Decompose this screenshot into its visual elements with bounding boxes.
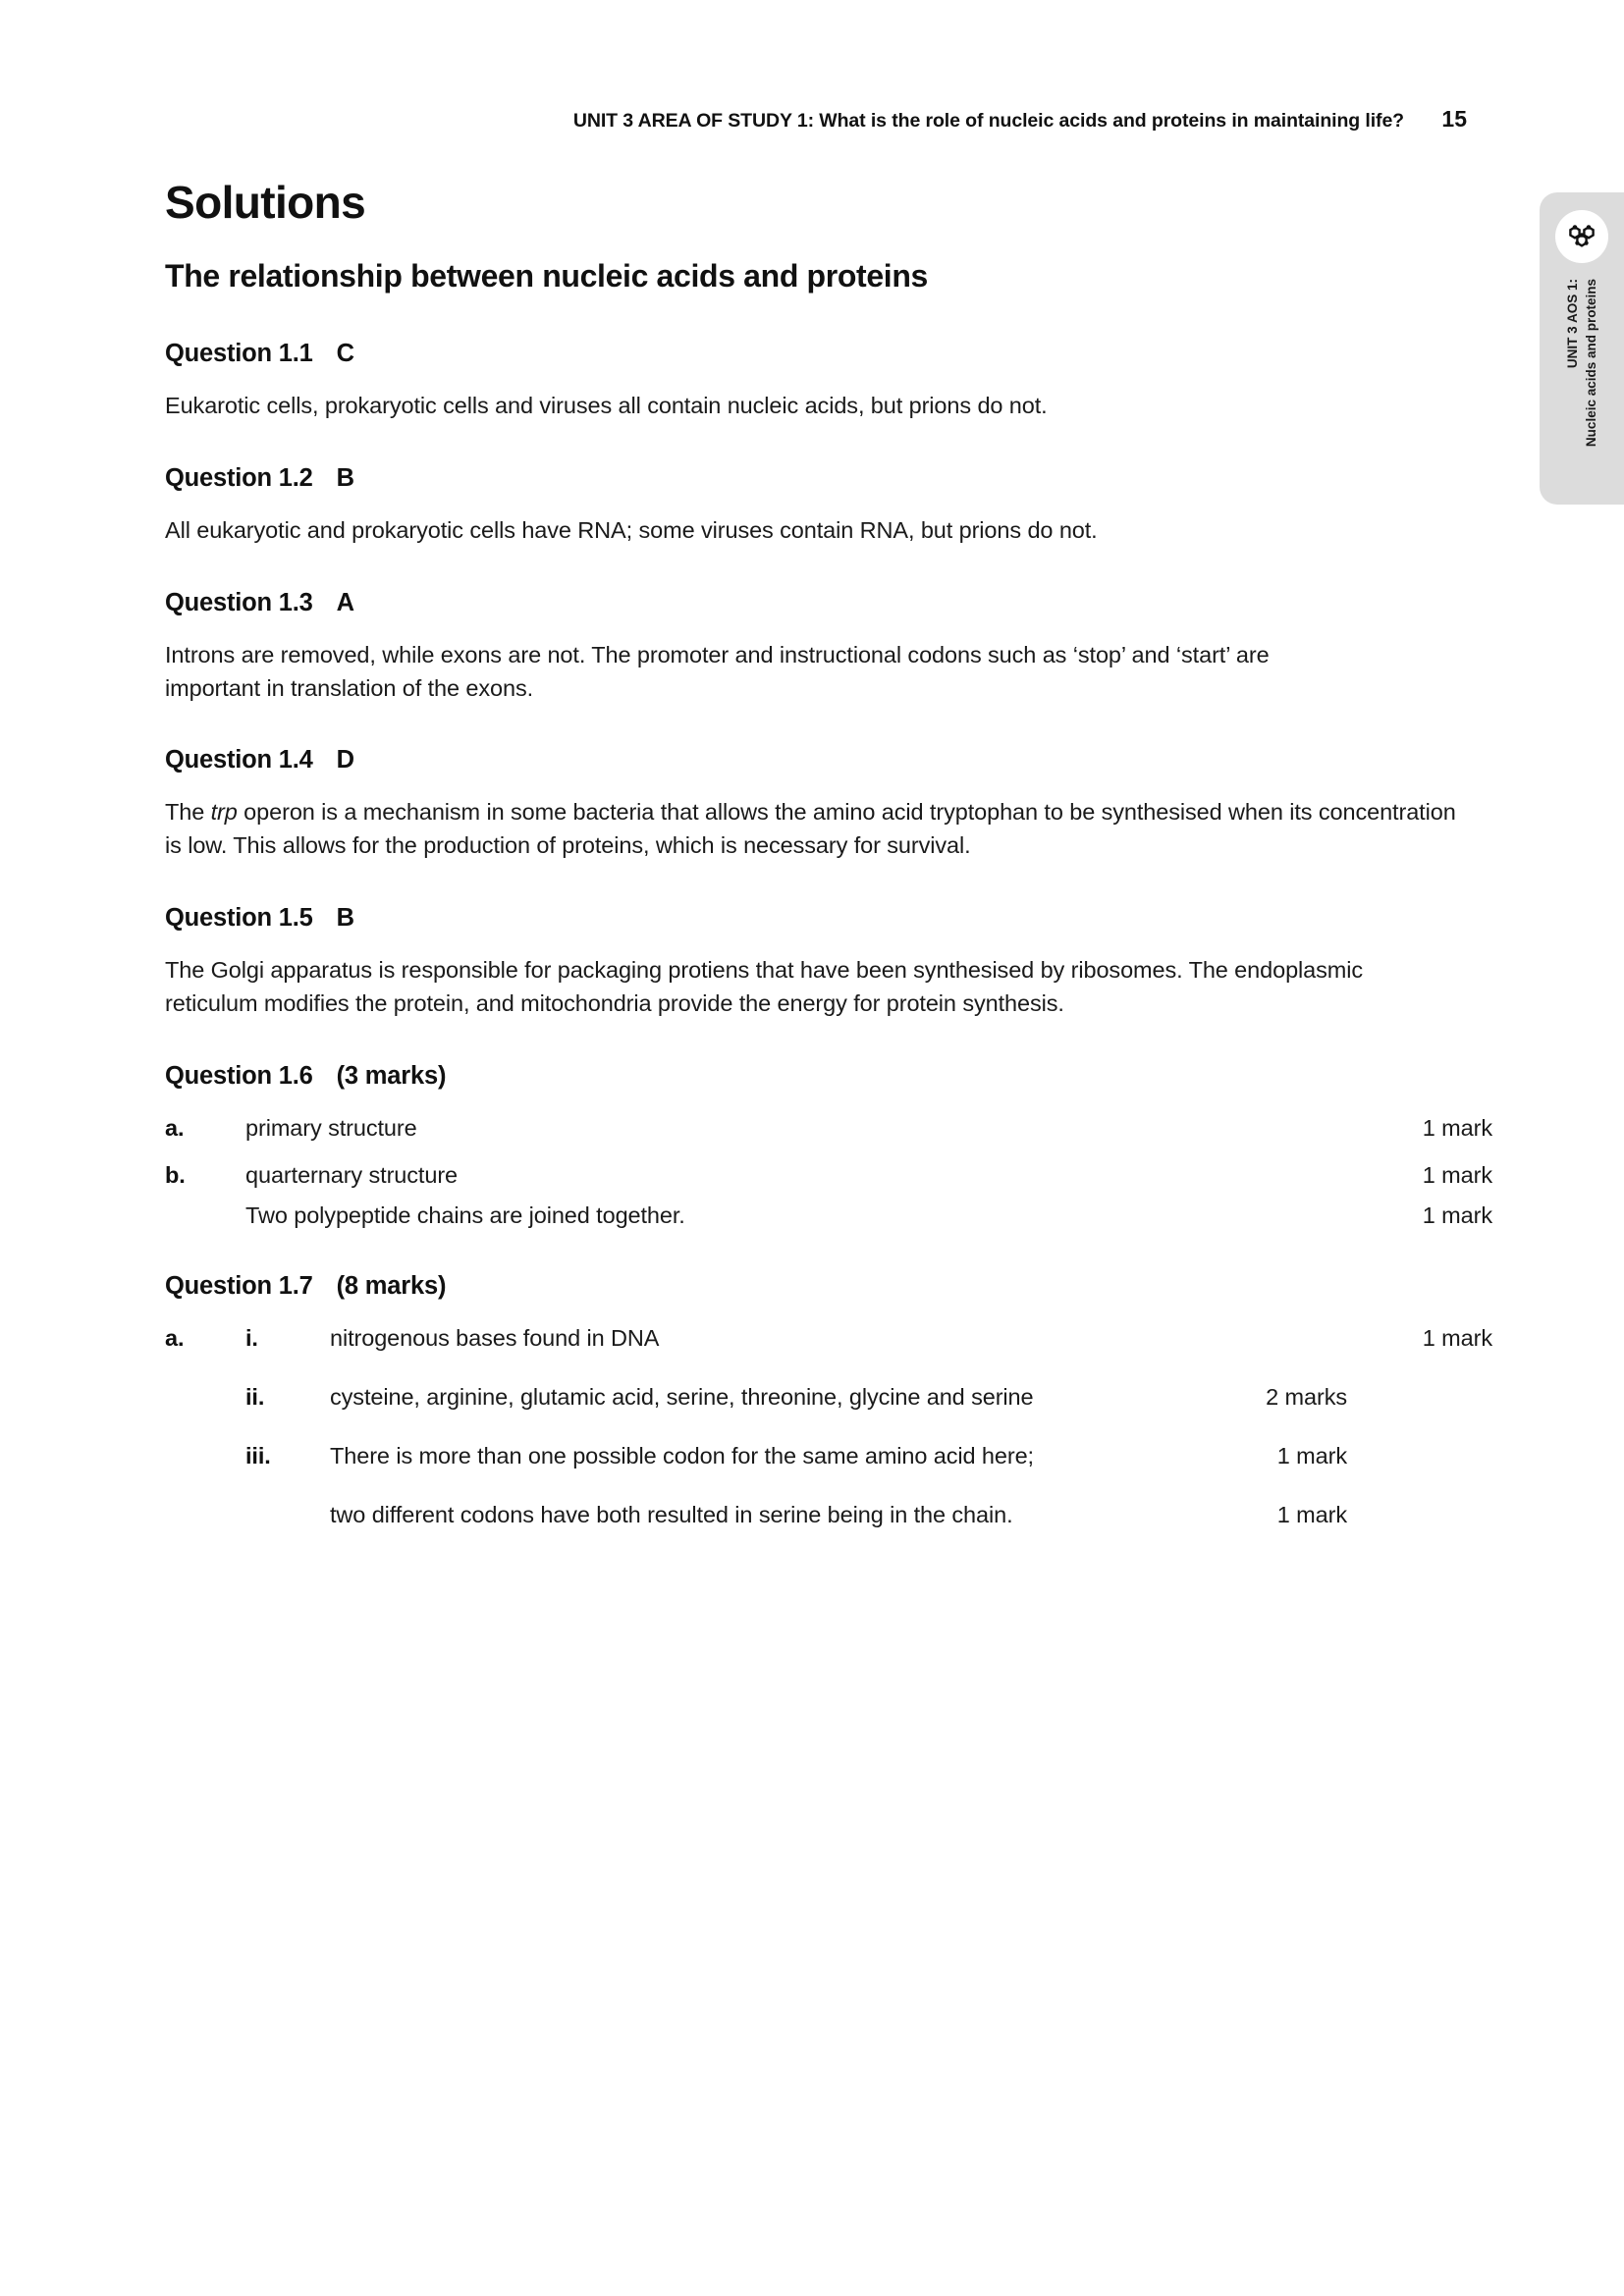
table-row <box>165 1159 1492 1193</box>
table-row <box>165 1499 1492 1532</box>
running-header <box>157 106 1467 133</box>
item-text: Two polypeptide chains are joined together. <box>245 1202 685 1229</box>
running-header-title: UNIT 3 AREA OF STUDY 1: What is the role of nucleic acids and proteins in maintaining life? <box>572 110 1404 132</box>
item-mark: 1 mark <box>1422 1161 1492 1188</box>
question-heading-1-5 <box>165 904 1492 933</box>
question-label-1-2: Question 1.2 <box>165 463 313 492</box>
item-marker: a. <box>165 1114 185 1141</box>
item-mark: 1 mark <box>1276 1501 1347 1527</box>
question-heading-1-7 <box>165 1272 1492 1301</box>
question-answer-1-2: B <box>336 463 354 492</box>
question-block-1-6 <box>165 1062 1492 1233</box>
molecule-icon <box>1555 210 1608 263</box>
question-heading-1-3 <box>165 589 1492 617</box>
item-mark: 1 mark <box>1422 1114 1492 1141</box>
item-mark: 1 mark <box>1422 1202 1492 1229</box>
question-body-1-5: The Golgi apparatus is responsible for packaging protiens that have been synthesised by ribosomes. The endoplasmic reticulum modifies the protein, and mitochondria provide the energy for protein synthesis. <box>165 957 1364 1016</box>
question-block-1-3 <box>165 589 1492 706</box>
question-heading-1-1 <box>165 340 1492 368</box>
item-marker: b. <box>165 1161 186 1188</box>
main-content <box>165 179 1492 1546</box>
table-row <box>165 1112 1492 1146</box>
question-label-1-4: Question 1.4 <box>165 746 313 774</box>
question-block-1-7 <box>165 1272 1492 1531</box>
answer-list-1-7 <box>165 1322 1492 1531</box>
item-mark: 1 mark <box>1276 1442 1347 1468</box>
question-block-1-1 <box>165 340 1492 423</box>
question-label-1-5: Question 1.5 <box>165 904 313 933</box>
question-body-1-4-after: operon is a mechanism in some bacteria that allows the amino acid tryptophan to be synthesised when its concentration is low. This allows for the production of proteins, which is necessary for survival. <box>165 799 1456 859</box>
section-heading: The relationship between nucleic acids and proteins <box>165 258 928 294</box>
question-answer-1-5: B <box>336 904 354 933</box>
item-text: two different codons have both resulted in serine being in the chain. <box>330 1501 1013 1527</box>
section-tab-line2: Nucleic acids and proteins <box>1584 279 1598 448</box>
question-marks-1-6: (3 marks) <box>336 1061 447 1090</box>
item-marker: a. <box>165 1325 185 1352</box>
question-body-1-4-before: The <box>165 799 211 826</box>
question-body-1-1: Eukarotic cells, prokaryotic cells and viruses all contain nucleic acids, but prions do not. <box>165 393 1048 419</box>
page-title: Solutions <box>165 177 366 228</box>
question-label-1-6: Question 1.6 <box>165 1061 313 1090</box>
question-answer-1-3: A <box>336 588 354 616</box>
section-tab-line1: UNIT 3 AOS 1: <box>1564 279 1580 369</box>
question-label-1-3: Question 1.3 <box>165 588 313 616</box>
section-tab[interactable] <box>1540 192 1624 505</box>
item-roman-marker: ii. <box>245 1384 265 1411</box>
page-number: 15 <box>1441 106 1467 132</box>
question-block-1-2 <box>165 464 1492 548</box>
item-mark: 2 marks <box>1266 1384 1347 1411</box>
table-row <box>165 1440 1492 1473</box>
question-marks-1-7: (8 marks) <box>336 1272 447 1301</box>
table-row <box>165 1322 1492 1356</box>
item-text: primary structure <box>245 1114 417 1141</box>
question-block-1-4 <box>165 746 1492 863</box>
table-row <box>165 1381 1492 1415</box>
item-text: cysteine, arginine, glutamic acid, serine, threonine, glycine and serine <box>330 1384 1034 1411</box>
question-heading-1-2 <box>165 464 1492 493</box>
question-answer-1-1: C <box>336 340 354 368</box>
question-body-1-4 <box>165 796 1471 863</box>
item-roman-marker: i. <box>245 1325 258 1352</box>
question-body-1-3: Introns are removed, while exons are not. The promoter and instructional codons such as ‘stop’ and ‘start’ are important in translation of the exons. <box>165 641 1270 701</box>
item-mark: 1 mark <box>1422 1325 1492 1352</box>
item-text: There is more than one possible codon for the same amino acid here; <box>330 1442 1034 1468</box>
answer-list-1-6 <box>165 1112 1492 1233</box>
question-label-1-1: Question 1.1 <box>165 340 313 368</box>
section-tab-label <box>1563 279 1600 447</box>
question-heading-1-6 <box>165 1062 1492 1091</box>
item-text: quarternary structure <box>245 1161 459 1188</box>
question-answer-1-4: D <box>336 746 354 774</box>
question-heading-1-4 <box>165 746 1492 774</box>
question-body-1-4-italic: trp <box>210 799 238 826</box>
item-roman-marker: iii. <box>245 1442 271 1468</box>
item-text: nitrogenous bases found in DNA <box>330 1325 660 1352</box>
question-body-1-2: All eukaryotic and prokaryotic cells have RNA; some viruses contain RNA, but prions do not. <box>165 516 1098 543</box>
question-label-1-7: Question 1.7 <box>165 1272 313 1301</box>
table-row <box>165 1200 1492 1233</box>
question-block-1-5 <box>165 904 1492 1021</box>
